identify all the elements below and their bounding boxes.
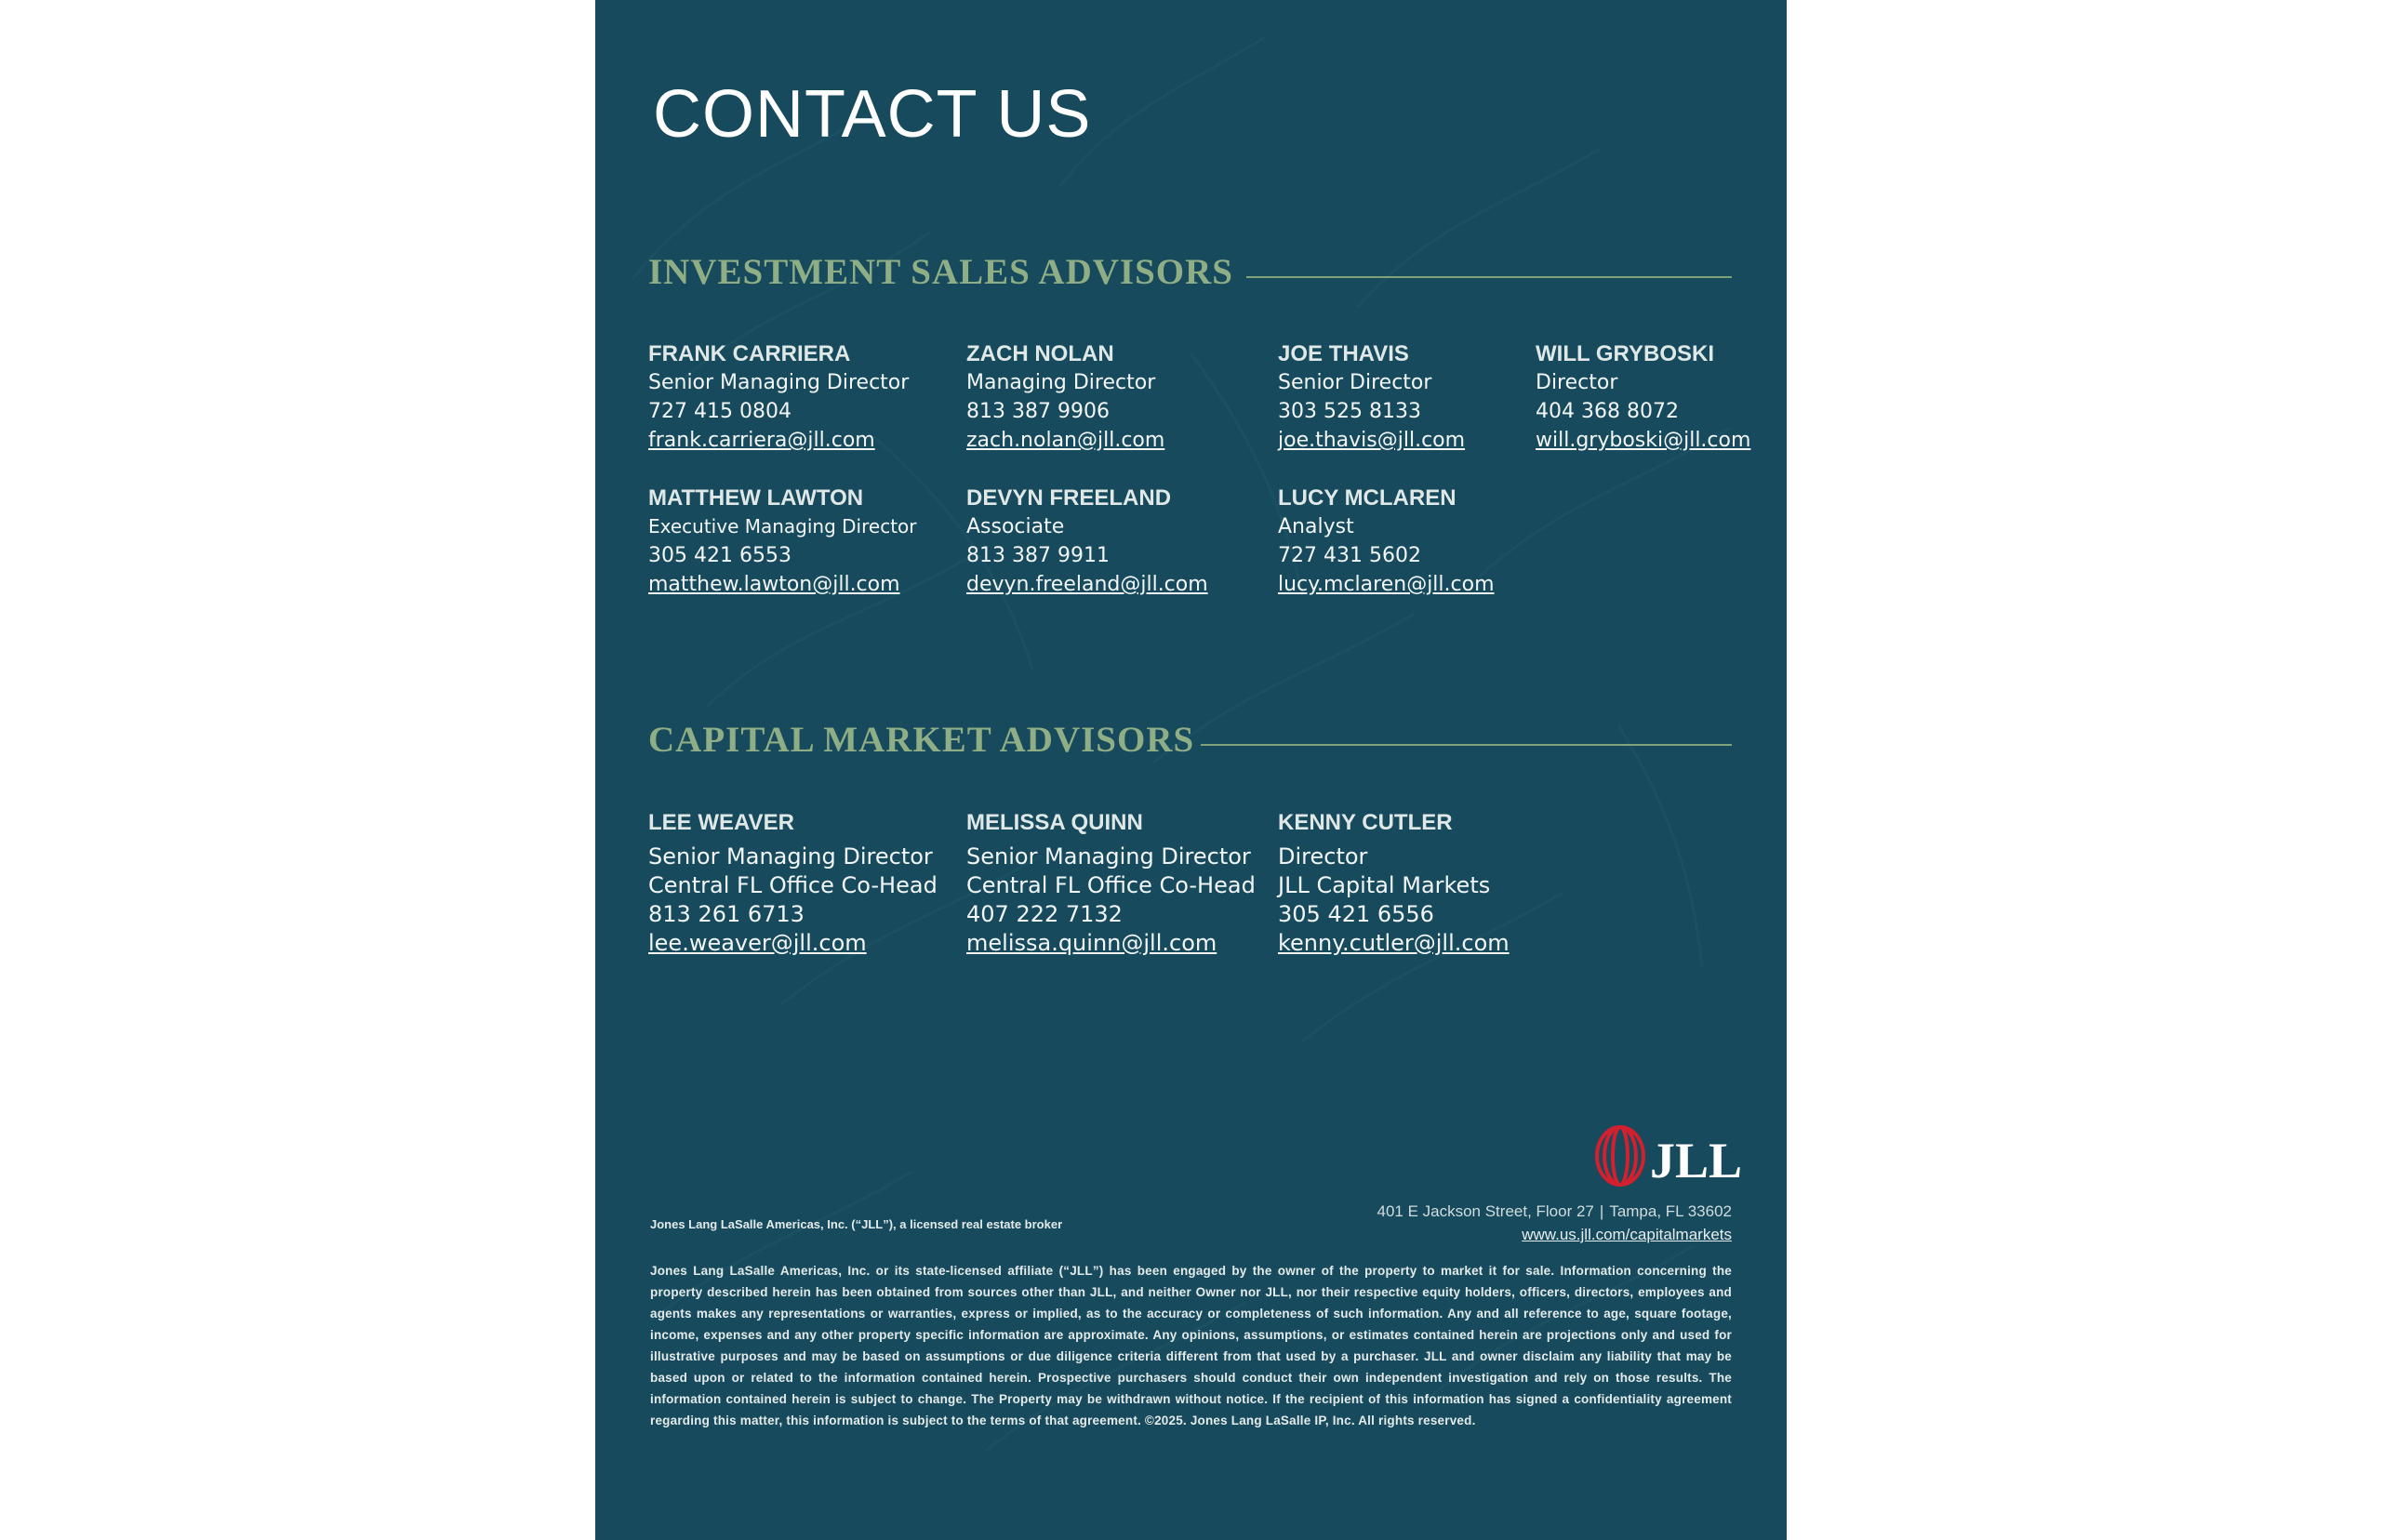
address-street: 401 E Jackson Street, Floor 27 xyxy=(1377,1202,1594,1220)
contact-title: Director xyxy=(1536,371,1618,394)
contact-email-link[interactable]: lucy.mclaren@jll.com xyxy=(1278,573,1495,596)
legal-disclaimer: Jones Lang LaSalle Americas, Inc. or its state-licensed affiliate (“JLL”) has been engaged by the owner of the property to market it for sale. Information concerning the property described herein has been obtained from sources other than JLL, and neither Owner nor JLL, nor their respective equity holders, officers, directors, employees and agents makes any representations or warranties, express or implied, as to the accuracy or completeness of such information. Any and all reference to age, square footage, income, expenses and any other property specific information are approximate. Any opinions, assumptions, or estimates contained herein are projections only and used for illustrative purposes and may be based on assumptions or due diligence criteria different from that used by a purchaser. JLL and owner disclaim any liability that may be based upon or related to the information contained herein. Prospective purchasers should conduct their own independent investigation and rely on those results. The information contained herein is subject to change. The Property may be withdrawn without notice. If the recipient of this information has signed a confidentiality agreement regarding this matter, this information is subject to the terms of that agreement. ©2025. Jones Lang LaSalle IP, Inc. All rights reserved. xyxy=(650,1264,1732,1427)
contact-card xyxy=(648,808,938,958)
contact-card xyxy=(648,484,917,599)
contact-name: DEVYN FREELAND xyxy=(966,485,1172,511)
contact-email-link[interactable]: devyn.freeland@jll.com xyxy=(966,573,1208,596)
contact-phone: 813 261 6713 xyxy=(648,901,805,927)
contact-card xyxy=(966,484,1208,599)
contact-card xyxy=(1278,808,1510,958)
heading-divider xyxy=(1201,744,1732,746)
contact-phone: 813 387 9906 xyxy=(966,400,1110,423)
contact-email-link[interactable]: melissa.quinn@jll.com xyxy=(966,930,1217,956)
contact-card xyxy=(1536,339,1750,455)
contact-email-link[interactable]: matthew.lawton@jll.com xyxy=(648,573,900,596)
heading-divider xyxy=(1246,276,1732,278)
contact-card xyxy=(966,339,1164,455)
office-address xyxy=(1377,1200,1732,1246)
contact-title: Senior Managing Director xyxy=(966,843,1251,870)
address-city: Tampa, FL 33602 xyxy=(1609,1202,1732,1220)
address-separator: | xyxy=(1599,1202,1604,1220)
contact-name: JOE THAVIS xyxy=(1278,341,1409,366)
contact-name: LUCY MCLAREN xyxy=(1278,485,1457,511)
contact-phone: 305 421 6556 xyxy=(1278,901,1434,927)
contact-title: Executive Managing Director xyxy=(648,515,917,538)
contact-email-link[interactable]: lee.weaver@jll.com xyxy=(648,930,867,956)
contact-title: Managing Director xyxy=(966,371,1156,394)
page-title: CONTACT US xyxy=(653,77,1092,152)
contact-email-link[interactable]: frank.carriera@jll.com xyxy=(648,429,875,452)
contact-name: MELISSA QUINN xyxy=(966,810,1143,835)
contact-card xyxy=(1278,484,1495,599)
contact-subtitle: Central FL Office Co-Head xyxy=(648,872,938,898)
contact-subtitle: JLL Capital Markets xyxy=(1278,872,1491,898)
contact-name: WILL GRYBOSKI xyxy=(1536,341,1714,366)
contact-name: FRANK CARRIERA xyxy=(648,341,851,366)
contact-phone: 303 525 8133 xyxy=(1278,400,1421,423)
jll-logo xyxy=(1594,1123,1743,1188)
contact-email-link[interactable]: kenny.cutler@jll.com xyxy=(1278,930,1510,956)
contact-title: Senior Managing Director xyxy=(648,371,910,394)
contact-name: KENNY CUTLER xyxy=(1278,810,1453,835)
contact-phone: 404 368 8072 xyxy=(1536,400,1679,423)
contact-subtitle: Central FL Office Co-Head xyxy=(966,872,1256,898)
logo-wordmark: JLL xyxy=(1650,1133,1743,1188)
broker-license-text: Jones Lang LaSalle Americas, Inc. (“JLL”), a licensed real estate broker xyxy=(650,1217,1063,1231)
contact-email-link[interactable]: zach.nolan@jll.com xyxy=(966,429,1165,452)
contact-email-link[interactable]: will.gryboski@jll.com xyxy=(1536,429,1751,452)
contact-phone: 727 415 0804 xyxy=(648,400,791,423)
contact-name: LEE WEAVER xyxy=(648,810,794,835)
contact-card xyxy=(966,808,1256,958)
contact-phone: 407 222 7132 xyxy=(966,901,1123,927)
capital-heading-label: CAPITAL MARKET ADVISORS xyxy=(648,720,1195,760)
contact-name: MATTHEW LAWTON xyxy=(648,485,864,511)
investment-heading-label: INVESTMENT SALES ADVISORS xyxy=(648,252,1233,292)
contact-card xyxy=(1278,339,1465,455)
contact-phone: 727 431 5602 xyxy=(1278,544,1421,567)
investment-section-heading xyxy=(648,251,1732,307)
contact-phone: 813 387 9911 xyxy=(966,544,1110,567)
contact-card xyxy=(648,339,909,455)
capital-section-heading xyxy=(648,719,1732,775)
contact-title: Director xyxy=(1278,843,1368,870)
contact-title: Analyst xyxy=(1278,515,1354,538)
contact-page xyxy=(595,0,1787,1540)
contact-name: ZACH NOLAN xyxy=(966,341,1114,366)
contact-title: Senior Director xyxy=(1278,371,1432,394)
contact-title: Senior Managing Director xyxy=(648,843,933,870)
contact-email-link[interactable]: joe.thavis@jll.com xyxy=(1278,429,1466,452)
contact-phone: 305 421 6553 xyxy=(648,544,791,567)
contact-title: Associate xyxy=(966,515,1065,538)
website-link[interactable]: www.us.jll.com/capitalmarkets xyxy=(1522,1226,1732,1243)
